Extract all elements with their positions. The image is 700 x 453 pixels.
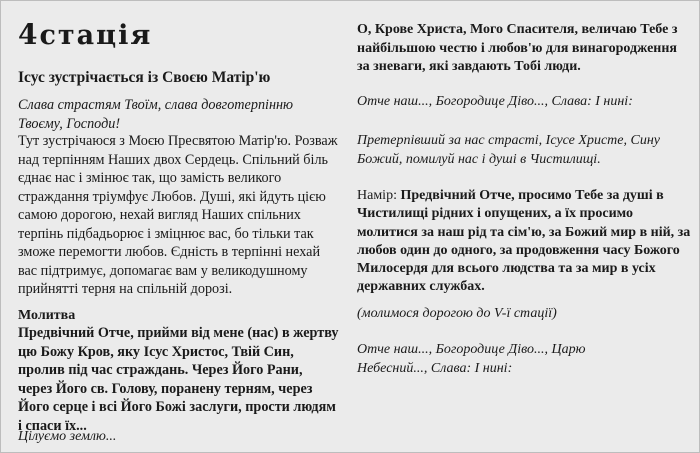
intention-label: Намір: — [357, 188, 401, 203]
prayer-title: Молитва — [18, 308, 76, 323]
prayer-text: Предвічний Отче, прийми від мене (нас) в жертву цю Божу Кров, яку Ісус Христос, Твій Син, пролив під час страждань. Через Його Рани, через Його св. Голову, поранену терням, через Його серце і всі Його Божі заслуги, прости людям і спаси їх... — [18, 325, 339, 434]
closing-prayers: Отче наш..., Богородице Діво..., Царю Небесний..., Слава: І нині: — [357, 342, 586, 376]
station-title — [18, 18, 153, 51]
station-heading: Ісус зустрічається із Своєю Матір'ю — [18, 69, 271, 86]
intention-text: Предвічний Отче, просимо Тебе за душі в Чистилищі рідних і опущених, а їх просимо молитися за наш рід та сім'ю, за Божий мир в ній, за любов один до одного, за продовження часу Божого Милосердя для всього людства та за мир в усіх державних службах. — [357, 188, 691, 295]
meditation-text: Тут зустрічаюся з Моєю Пресвятою Матір'ю. Розваж над терпінням Наших двох Сердець. Спільний біль єднає нас і змінює так, що замість великого страждання тріумфує Любов. Душі, які йдуть цією самою дорогою, нехай вигляд Наших спільних терпінь підбадьорює і зміцнює вас, бо тільки так зможе перемогти любов. Єдність в терпінні нехай вас підтримує, допомагає вам у великодушному прийнятті терня на спільній дорозі. — [18, 133, 338, 297]
greeting-text: Слава страстям Твоїм, слава довготерпінню Твоєму, Господи! — [18, 97, 294, 132]
suffered-prayer: Претерпівший за нас страсті, Ісусе Христе, Сину Божий, помилуй нас і душі в Чистилищі. — [357, 133, 660, 167]
prayers-short: Отче наш..., Богородице Діво..., Слава: І нині: — [357, 94, 633, 109]
blood-prayer: О, Крове Христа, Мого Спасителя, величаю Тебе з найбільшою честю і любов'ю для винагородження за зневаги, які завдають Тобі люди. — [357, 22, 678, 74]
intention-block — [357, 187, 691, 297]
ending-text: Цілуємо землю... — [18, 429, 117, 444]
station-word: стація — [39, 20, 153, 51]
station-number: 4 — [18, 18, 38, 51]
next-station-note: (молимося дорогою до V-ї стації) — [357, 306, 557, 321]
